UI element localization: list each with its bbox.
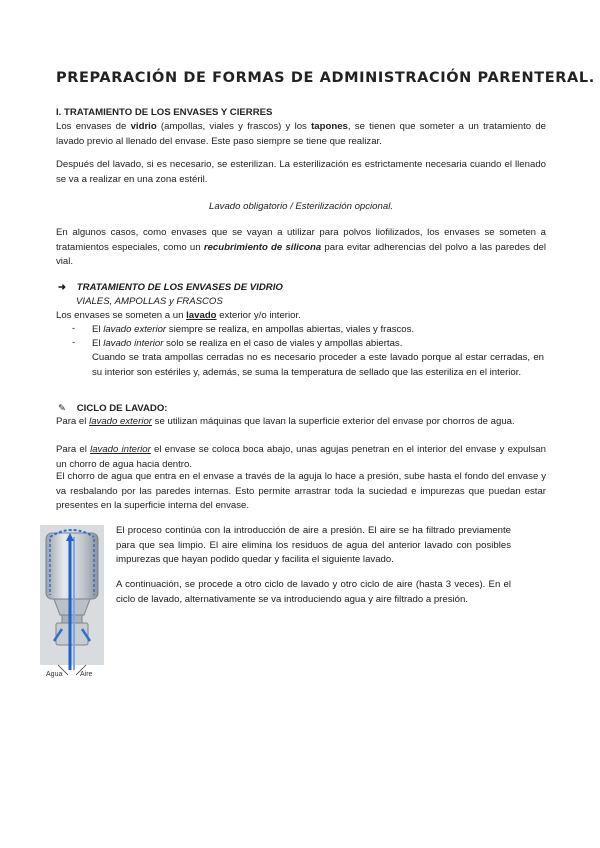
text-run: Para el <box>56 444 91 455</box>
bold-text: tapones <box>311 121 348 132</box>
paragraph: El chorro de agua que entra en el envase a través de la aguja lo hace a presión, sube hasta el fondo del envase y va resbalando por las paredes internas. Esto permite arrastrar toda la suciedad e impurezas que puedan estar presentes en la superficie interna del envase. <box>56 471 546 512</box>
paragraph <box>56 415 546 430</box>
subsection-heading <box>58 282 283 293</box>
bold-text: vidrio <box>130 121 157 132</box>
text-run: (ampollas, viales y frascos) y los <box>156 121 312 132</box>
text-run: Para el <box>56 416 90 427</box>
text-run: siempre se realiza, en ampollas abiertas, viales y frascos. <box>166 324 415 335</box>
text-run: , se tienen que someter a un tratamiento de lavado previo al llenado del envase. Este paso siempre se tiene que realizar. <box>56 121 547 147</box>
vial-illustration <box>40 525 104 685</box>
italic-underlined-text: lavado exterior <box>89 416 153 427</box>
bold-italic-text: recubrimiento de silicona <box>203 241 322 253</box>
paragraph: Después del lavado, si es necesario, se esterilizan. La esterilización es estrictamente necesaria cuando el llenado se va a realizar en una zona estéril. <box>56 159 546 185</box>
text-run: exterior y/o interior. <box>216 310 301 321</box>
text-run: En algunos casos, como envases que se vayan a utilizar para polvos liofilizados, los envases se someten a tratamientos especiales, como un <box>56 227 546 253</box>
text-run: se utilizan máquinas que lavan la superficie exterior del envase por chorros de agua. <box>152 416 515 427</box>
text-run: Los envases de <box>56 121 131 132</box>
vial-washing-figure <box>40 525 104 685</box>
text-run: solo se realiza en el caso de viales y ampollas abiertas. <box>163 338 403 349</box>
section-heading: I. TRATAMIENTO DE LOS ENVASES Y CIERRES <box>56 107 273 118</box>
arrow-right-icon: ➜ <box>58 282 67 293</box>
list-item <box>92 323 544 338</box>
paragraph: A continuación, se procede a otro ciclo de lavado y otro ciclo de aire (hasta 3 veces). En el ciclo de lavado, alternativamente se va introduciendo agua y aire filtrado a presión. <box>116 579 511 605</box>
italic-text: lavado exterior <box>103 324 167 335</box>
text-run: Los envases se someten a un <box>56 310 187 321</box>
text-run: El <box>92 324 104 335</box>
text-run: para evitar adherencias del polvo a las paredes del vial. <box>56 241 546 268</box>
list-dash: - <box>72 337 76 348</box>
air-label: Aire <box>80 671 93 678</box>
paragraph: El proceso continúa con la introducción de aire a presión. El aire se ha filtrado previamente para que sea limpio. El aire elimina los residuos de agua del anterior lavado con posibles impurezas que hayan podido quedar y facilita el siguiente lavado. <box>116 525 511 566</box>
paragraph <box>56 309 546 324</box>
water-label: Agua <box>46 671 63 678</box>
list-item <box>92 337 544 352</box>
heading-text: TRATAMIENTO DE LOS ENVASES DE VIDRIO <box>76 282 283 293</box>
italic-text: lavado interior <box>103 338 164 349</box>
heading-text: CICLO DE LAVADO: <box>76 403 168 414</box>
list-item-note: Cuando se trata ampollas cerradas no es necesario proceder a este lavado porque al estar cerradas, en su interior son estériles y, además, se suma la temperatura de sellado que las esteriliza en el interior. <box>92 352 544 378</box>
text-run: El <box>92 338 104 349</box>
pencil-icon: ✎ <box>58 403 67 414</box>
paragraph <box>56 443 546 472</box>
centered-note: Lavado obligatorio / Esterilización opcional. <box>209 201 393 212</box>
paragraph <box>56 120 546 149</box>
italic-underlined-text: lavado interior <box>90 444 151 455</box>
paragraph <box>56 226 546 270</box>
text-run: el envase se coloca boca abajo, unas agujas penetran en el interior del envase y expulsan un chorro de agua hacia dentro. <box>56 444 546 470</box>
page-title: PREPARACIÓN DE FORMAS DE ADMINISTRACIÓN PARENTERAL. <box>56 70 595 86</box>
subsection-subtitle: VIALES, AMPOLLAS y FRASCOS <box>76 296 223 307</box>
bold-underlined-text: lavado <box>186 310 217 321</box>
list-dash: - <box>72 323 76 334</box>
